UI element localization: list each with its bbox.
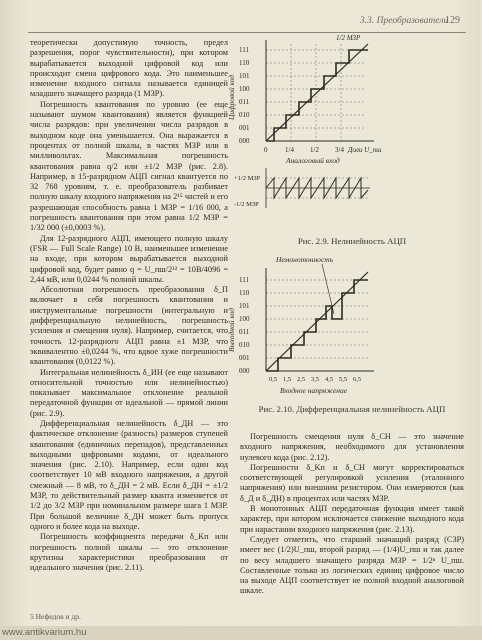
svg-text:100: 100 <box>239 315 250 323</box>
svg-text:4,5: 4,5 <box>325 376 334 383</box>
svg-text:3/4: 3/4 <box>335 146 344 154</box>
figure-2-caption: Рис. 2.10. Дифференциальная нелинейность АЦП <box>258 404 446 414</box>
svg-text:011: 011 <box>239 98 250 106</box>
svg-text:2,5: 2,5 <box>297 376 306 383</box>
figure-nonlinearity <box>227 30 386 234</box>
figure-1-caption: Рис. 2.9. Нелинейность АЦП <box>297 236 407 246</box>
x-axis-label: Аналоговый вход <box>286 156 340 165</box>
staircase <box>266 280 368 371</box>
y-axis-label: Выходной код <box>227 307 236 352</box>
left-column <box>30 38 228 573</box>
watermark: www.antikvarium.hu <box>0 626 482 640</box>
svg-text:1/2: 1/2 <box>310 146 319 154</box>
section-title: 3.3. Преобразователи <box>360 16 449 26</box>
ideal-line <box>266 272 368 371</box>
code-labels <box>239 46 250 145</box>
svg-text:100: 100 <box>239 85 250 93</box>
svg-text:001: 001 <box>239 354 250 362</box>
svg-text:111: 111 <box>239 276 249 284</box>
y-axis-label: Цифровой код <box>227 74 236 120</box>
svg-text:111: 111 <box>239 46 249 54</box>
right-column <box>240 432 464 597</box>
svg-text:1,5: 1,5 <box>283 376 292 383</box>
x-axis-label: Входное напряжение <box>280 386 348 395</box>
svg-text:000: 000 <box>239 137 250 145</box>
staircase <box>266 50 368 141</box>
svg-text:110: 110 <box>239 289 250 297</box>
paragraph: В монотонных АЦП передаточная функция имеет такой характер, при котором исключается снижение выходного кода при нарастании входного напряжения (рис. 2.13). <box>240 504 464 534</box>
svg-text:010: 010 <box>239 341 250 349</box>
page-number: 129 <box>445 15 460 26</box>
paragraph: Дифференциальная нелинейность δ_ДН — это фактическое отклонение (разность) размеров ступеней квантования (единичных перепадов), представленных выходными цифровыми кодами, от идеального значения (рис. 2.10). Например, если один код соответствует 10 мВ входного напряжения, а другой смежный — 8 мВ, то δ_ДН = 2 мВ. Если δ_ДН = ±1/2 МЗР, то действительный размер кванта изменяется от 1/2 до 3/2 МЗР при номинальном размере шага 1 МЗР. При большой величине δ_ДН может быть пропуск одного и более кода на выходе. <box>30 418 228 531</box>
svg-text:101: 101 <box>239 302 250 310</box>
x-suffix: Доли U_пш <box>348 146 382 154</box>
svg-text:6,5: 6,5 <box>353 376 362 383</box>
svg-text:1/4: 1/4 <box>285 146 294 154</box>
svg-text:3,5: 3,5 <box>311 376 320 383</box>
svg-text:000: 000 <box>239 367 250 375</box>
paragraph: теоретически допустимую точность, предел разрешения, порог чувствительности), при котором вырабатывается выходной цифровой код или происходит смена цифрового кода. Это наименьшее изменение входного сигнала называется единицей младшего значащего разряда (1 МЗР). <box>30 38 228 99</box>
svg-text:001: 001 <box>239 124 250 132</box>
svg-text:010: 010 <box>239 111 250 119</box>
paragraph: Для 12-разрядного АЦП, имеющего полную шкалу (FSR — Full Scale Range) 10 В, наименьшее изменение на входе, при котором вырабатывается выходной цифровой код, будет равно q = U_пш/2¹² = 10В/4096 = 2,44 мВ, или 0,0244 % полной шкалы. <box>30 233 228 284</box>
paragraph: Погрешность квантования по уровню (ее еще называют шумом квантования) является функцией числа разрядов: при увеличении числа разрядов в выходном коде она уменьшается. Она выражается в процентах от полной шкалы, в частях МЗР или в милливольтах. Максимальная погрешность квантования равна q/2 или ±1/2 МЗР (рис. 2.8). Например, в 15-разрядном АЦП сигнал квантуется по 32 768 уровням, т. е. преобразователь разбивает полную шкалу входного напряжения на 2¹⁵ частей и его разрешающая способность равна 1 МЗР = 1/16 000, а погрешность квантования при этом равна 1/2 МЗР = 1/32 000 (±0,0003 %). <box>30 99 228 233</box>
figure-differential-nonlinearity <box>227 252 386 400</box>
svg-text:011: 011 <box>239 328 250 336</box>
paragraph: Следует отметить, что старший значащий разряд (СЗР) имеет вес (1/2)U_пш, второй разряд — (1/4)U_пш и так далее по весу младшего значащего разряда МЗР = 1/2ⁿ U_пш. Составленные только из логических единиц цифровое число на выходе АЦП соответствует не полной входной аналоговой шкале. <box>240 534 464 596</box>
paragraph: Интегральная нелинейность δ_ИН (ее еще называют относительной точностью или нелинейностью) показывает максимальное отклонение реальной передаточной функции от идеальной — прямой линии (рис. 2.9). <box>30 367 228 418</box>
svg-text:101: 101 <box>239 72 250 80</box>
error-plus-label: +1/2 МЗР <box>234 175 261 182</box>
svg-text:110: 110 <box>239 59 250 67</box>
footnote: 5 Нефедов и др. <box>30 612 81 621</box>
half-lsb-label: 1/2 МЗР <box>336 34 361 42</box>
ideal-line <box>266 44 368 141</box>
non-monotonic-label: Немонотонность <box>276 255 334 264</box>
svg-text:0: 0 <box>264 146 268 154</box>
svg-text:5,5: 5,5 <box>339 376 348 383</box>
paragraph: Погрешность смещения нуля δ_СН — это значение входного напряжения, необходимого для установления нулевого кода (рис. 2.12). <box>240 432 464 462</box>
svg-text:0,5: 0,5 <box>269 376 278 383</box>
error-minus-label: -1/2 МЗР <box>234 201 259 208</box>
paragraph: Погрешности δ_Kп и δ_СН могут корректироваться соответствующей регулировкой усиления (эталонного напряжения) или внешним резистором. Они измеряются (как δ_Д и δ_ДН) в процентах или частях МЗР. <box>240 462 464 503</box>
paragraph: Абсолютная погрешность преобразования δ_П включает в себя погрешность квантования и инструментальные погрешности (интегральную и дифференциальную нелинейность, погрешность усиления и смещения нуля). Например, считается, что точность 12-разрядного АЦП равна ±1 МЗР, что эквивалентно ±0,0244 %, что вдвое хуже погрешности квантования (0,0122 %). <box>30 285 228 367</box>
x-ticks <box>264 146 344 154</box>
paragraph: Погрешность коэффициента передачи δ_Kп или погрешность полной шкалы — это отклонение крутизны характеристики преобразования от идеального значения (рис. 2.11). <box>30 532 228 573</box>
